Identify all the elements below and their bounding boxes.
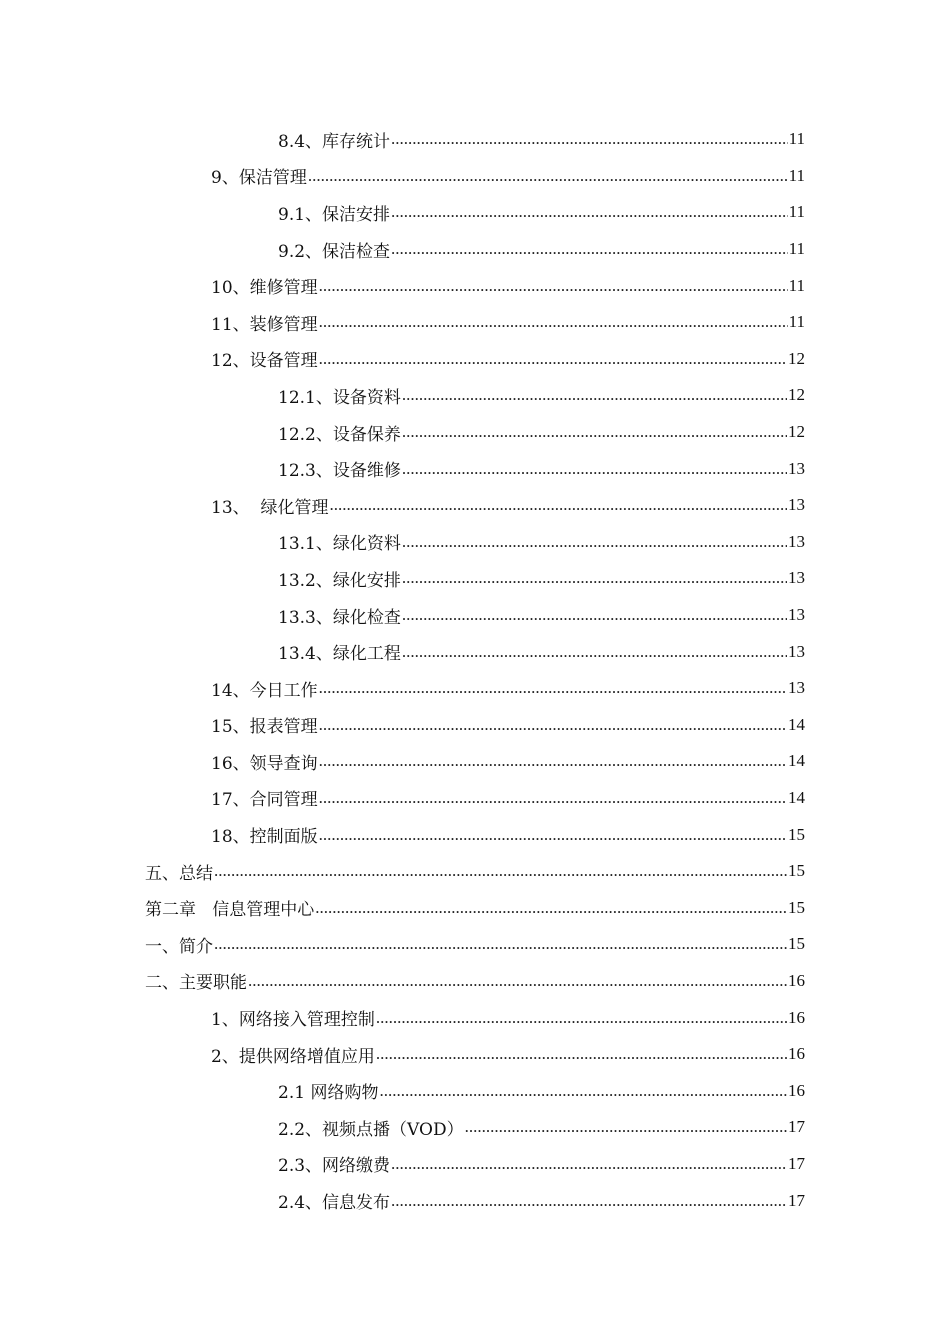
toc-entry-title: 12.3、设备维修 xyxy=(278,461,401,482)
toc-entry-page: 14 xyxy=(788,751,805,771)
toc-entry[interactable] xyxy=(0,450,805,487)
toc-entry-title: 13.1、绿化资料 xyxy=(278,534,401,555)
toc-entry[interactable] xyxy=(0,853,805,890)
toc-entry-title: 13.4、绿化工程 xyxy=(278,644,401,665)
toc-leader-dots xyxy=(319,276,788,296)
toc-leader-dots xyxy=(379,1081,787,1101)
toc-leader-dots xyxy=(465,1117,787,1137)
toc-leader-dots xyxy=(319,825,787,845)
toc-entry[interactable] xyxy=(0,1146,805,1183)
toc-entry[interactable] xyxy=(0,304,805,341)
table-of-contents xyxy=(0,121,950,1219)
toc-entry-page: 12 xyxy=(788,348,805,368)
toc-entry-title: 13.3、绿化检查 xyxy=(278,607,401,628)
toc-leader-dots xyxy=(391,1191,787,1211)
toc-entry-title: 二、主要职能 xyxy=(145,973,247,994)
toc-entry[interactable] xyxy=(0,1036,805,1073)
toc-leader-dots xyxy=(402,568,787,588)
toc-entry-page: 16 xyxy=(788,1044,805,1064)
toc-entry[interactable] xyxy=(0,670,805,707)
toc-leader-dots xyxy=(402,605,787,625)
toc-entry[interactable] xyxy=(0,158,805,195)
toc-leader-dots xyxy=(376,1044,787,1064)
toc-entry[interactable] xyxy=(0,1072,805,1109)
toc-leader-dots xyxy=(248,971,787,991)
toc-entry-title: 一、简介 xyxy=(145,936,213,957)
toc-entry-page: 12 xyxy=(788,385,805,405)
toc-leader-dots xyxy=(391,1154,787,1174)
toc-entry-title: 第二章 信息管理中心 xyxy=(145,900,315,921)
toc-entry-page: 16 xyxy=(788,1007,805,1027)
toc-entry-page: 15 xyxy=(788,861,805,881)
toc-entry[interactable] xyxy=(0,267,805,304)
toc-entry[interactable] xyxy=(0,889,805,926)
toc-entry-page: 11 xyxy=(788,312,805,332)
toc-entry[interactable] xyxy=(0,524,805,561)
toc-entry-title: 1、网络接入管理控制 xyxy=(211,1010,375,1031)
toc-leader-dots xyxy=(329,495,787,515)
toc-leader-dots xyxy=(319,788,787,808)
toc-entry-page: 11 xyxy=(788,129,805,149)
toc-entry-title: 2.4、信息发布 xyxy=(278,1193,391,1214)
toc-entry-title: 2.3、网络缴费 xyxy=(278,1156,391,1177)
toc-entry-title: 9.2、保洁检查 xyxy=(278,241,391,262)
toc-entry-page: 11 xyxy=(788,202,805,222)
toc-entry-page: 13 xyxy=(788,641,805,661)
toc-leader-dots xyxy=(319,349,787,369)
toc-entry[interactable] xyxy=(0,633,805,670)
toc-entry[interactable] xyxy=(0,780,805,817)
toc-entry-title: 15、报表管理 xyxy=(211,717,318,738)
toc-entry-page: 16 xyxy=(788,970,805,990)
toc-entry[interactable] xyxy=(0,341,805,378)
toc-entry-page: 12 xyxy=(788,422,805,442)
toc-entry-title: 9、保洁管理 xyxy=(211,168,307,189)
toc-leader-dots xyxy=(315,898,787,918)
toc-entry-page: 13 xyxy=(788,495,805,515)
toc-entry-page: 11 xyxy=(788,239,805,259)
toc-entry[interactable] xyxy=(0,377,805,414)
toc-entry-page: 15 xyxy=(788,897,805,917)
toc-entry-title: 五、总结 xyxy=(145,863,213,884)
toc-entry-title: 13、 绿化管理 xyxy=(211,497,329,518)
toc-entry-title: 12、设备管理 xyxy=(211,351,318,372)
toc-leader-dots xyxy=(402,532,787,552)
toc-entry-page: 15 xyxy=(788,824,805,844)
toc-leader-dots xyxy=(391,202,788,222)
toc-entry-page: 14 xyxy=(788,714,805,734)
toc-entry[interactable] xyxy=(0,999,805,1036)
toc-leader-dots xyxy=(214,861,787,881)
toc-entry-title: 12.2、设备保养 xyxy=(278,424,401,445)
toc-entry-page: 13 xyxy=(788,605,805,625)
toc-entry-title: 18、控制面版 xyxy=(211,827,318,848)
toc-entry-title: 13.2、绿化安排 xyxy=(278,570,401,591)
toc-entry-page: 13 xyxy=(788,678,805,698)
toc-entry-page: 17 xyxy=(788,1153,805,1173)
toc-entry-page: 17 xyxy=(788,1117,805,1137)
toc-leader-dots xyxy=(319,715,787,735)
toc-entry-page: 14 xyxy=(788,787,805,807)
toc-entry[interactable] xyxy=(0,487,805,524)
toc-entry-title: 9.1、保洁安排 xyxy=(278,204,391,225)
toc-leader-dots xyxy=(402,459,787,479)
toc-entry-page: 15 xyxy=(788,934,805,954)
toc-entry[interactable] xyxy=(0,926,805,963)
toc-leader-dots xyxy=(376,1008,787,1028)
toc-leader-dots xyxy=(391,239,788,259)
toc-entry-title: 12.1、设备资料 xyxy=(278,387,401,408)
toc-entry-page: 11 xyxy=(788,275,805,295)
toc-leader-dots xyxy=(308,166,788,186)
toc-leader-dots xyxy=(402,385,787,405)
toc-entry-page: 17 xyxy=(788,1190,805,1210)
toc-entry-title: 2、提供网络增值应用 xyxy=(211,1046,375,1067)
toc-entry-title: 10、维修管理 xyxy=(211,278,318,299)
toc-leader-dots xyxy=(319,751,787,771)
toc-entry[interactable] xyxy=(0,1109,805,1146)
toc-entry-page: 11 xyxy=(788,165,805,185)
toc-leader-dots xyxy=(319,312,788,332)
toc-leader-dots xyxy=(402,642,787,662)
toc-entry-title: 2.2、视频点播（VOD） xyxy=(278,1119,464,1140)
toc-entry[interactable] xyxy=(0,597,805,634)
toc-entry[interactable] xyxy=(0,194,805,231)
toc-entry-title: 17、合同管理 xyxy=(211,790,318,811)
toc-entry-page: 16 xyxy=(788,1080,805,1100)
toc-entry-title: 11、装修管理 xyxy=(211,314,318,335)
toc-entry[interactable] xyxy=(0,121,805,158)
toc-leader-dots xyxy=(214,934,787,954)
toc-entry-page: 13 xyxy=(788,531,805,551)
toc-entry[interactable] xyxy=(0,231,805,268)
toc-entry-title: 16、领导查询 xyxy=(211,753,318,774)
toc-entry[interactable] xyxy=(0,707,805,744)
toc-leader-dots xyxy=(391,129,788,149)
toc-leader-dots xyxy=(319,678,787,698)
toc-entry[interactable] xyxy=(0,816,805,853)
toc-entry[interactable] xyxy=(0,414,805,451)
toc-entry[interactable] xyxy=(0,743,805,780)
toc-entry[interactable] xyxy=(0,1182,805,1219)
toc-entry-page: 13 xyxy=(788,568,805,588)
toc-entry-title: 14、今日工作 xyxy=(211,680,318,701)
toc-entry[interactable] xyxy=(0,963,805,1000)
toc-entry-page: 13 xyxy=(788,458,805,478)
toc-entry[interactable] xyxy=(0,560,805,597)
toc-entry-title: 8.4、库存统计 xyxy=(278,131,391,152)
toc-entry-title: 2.1 网络购物 xyxy=(278,1083,379,1104)
toc-leader-dots xyxy=(402,422,787,442)
